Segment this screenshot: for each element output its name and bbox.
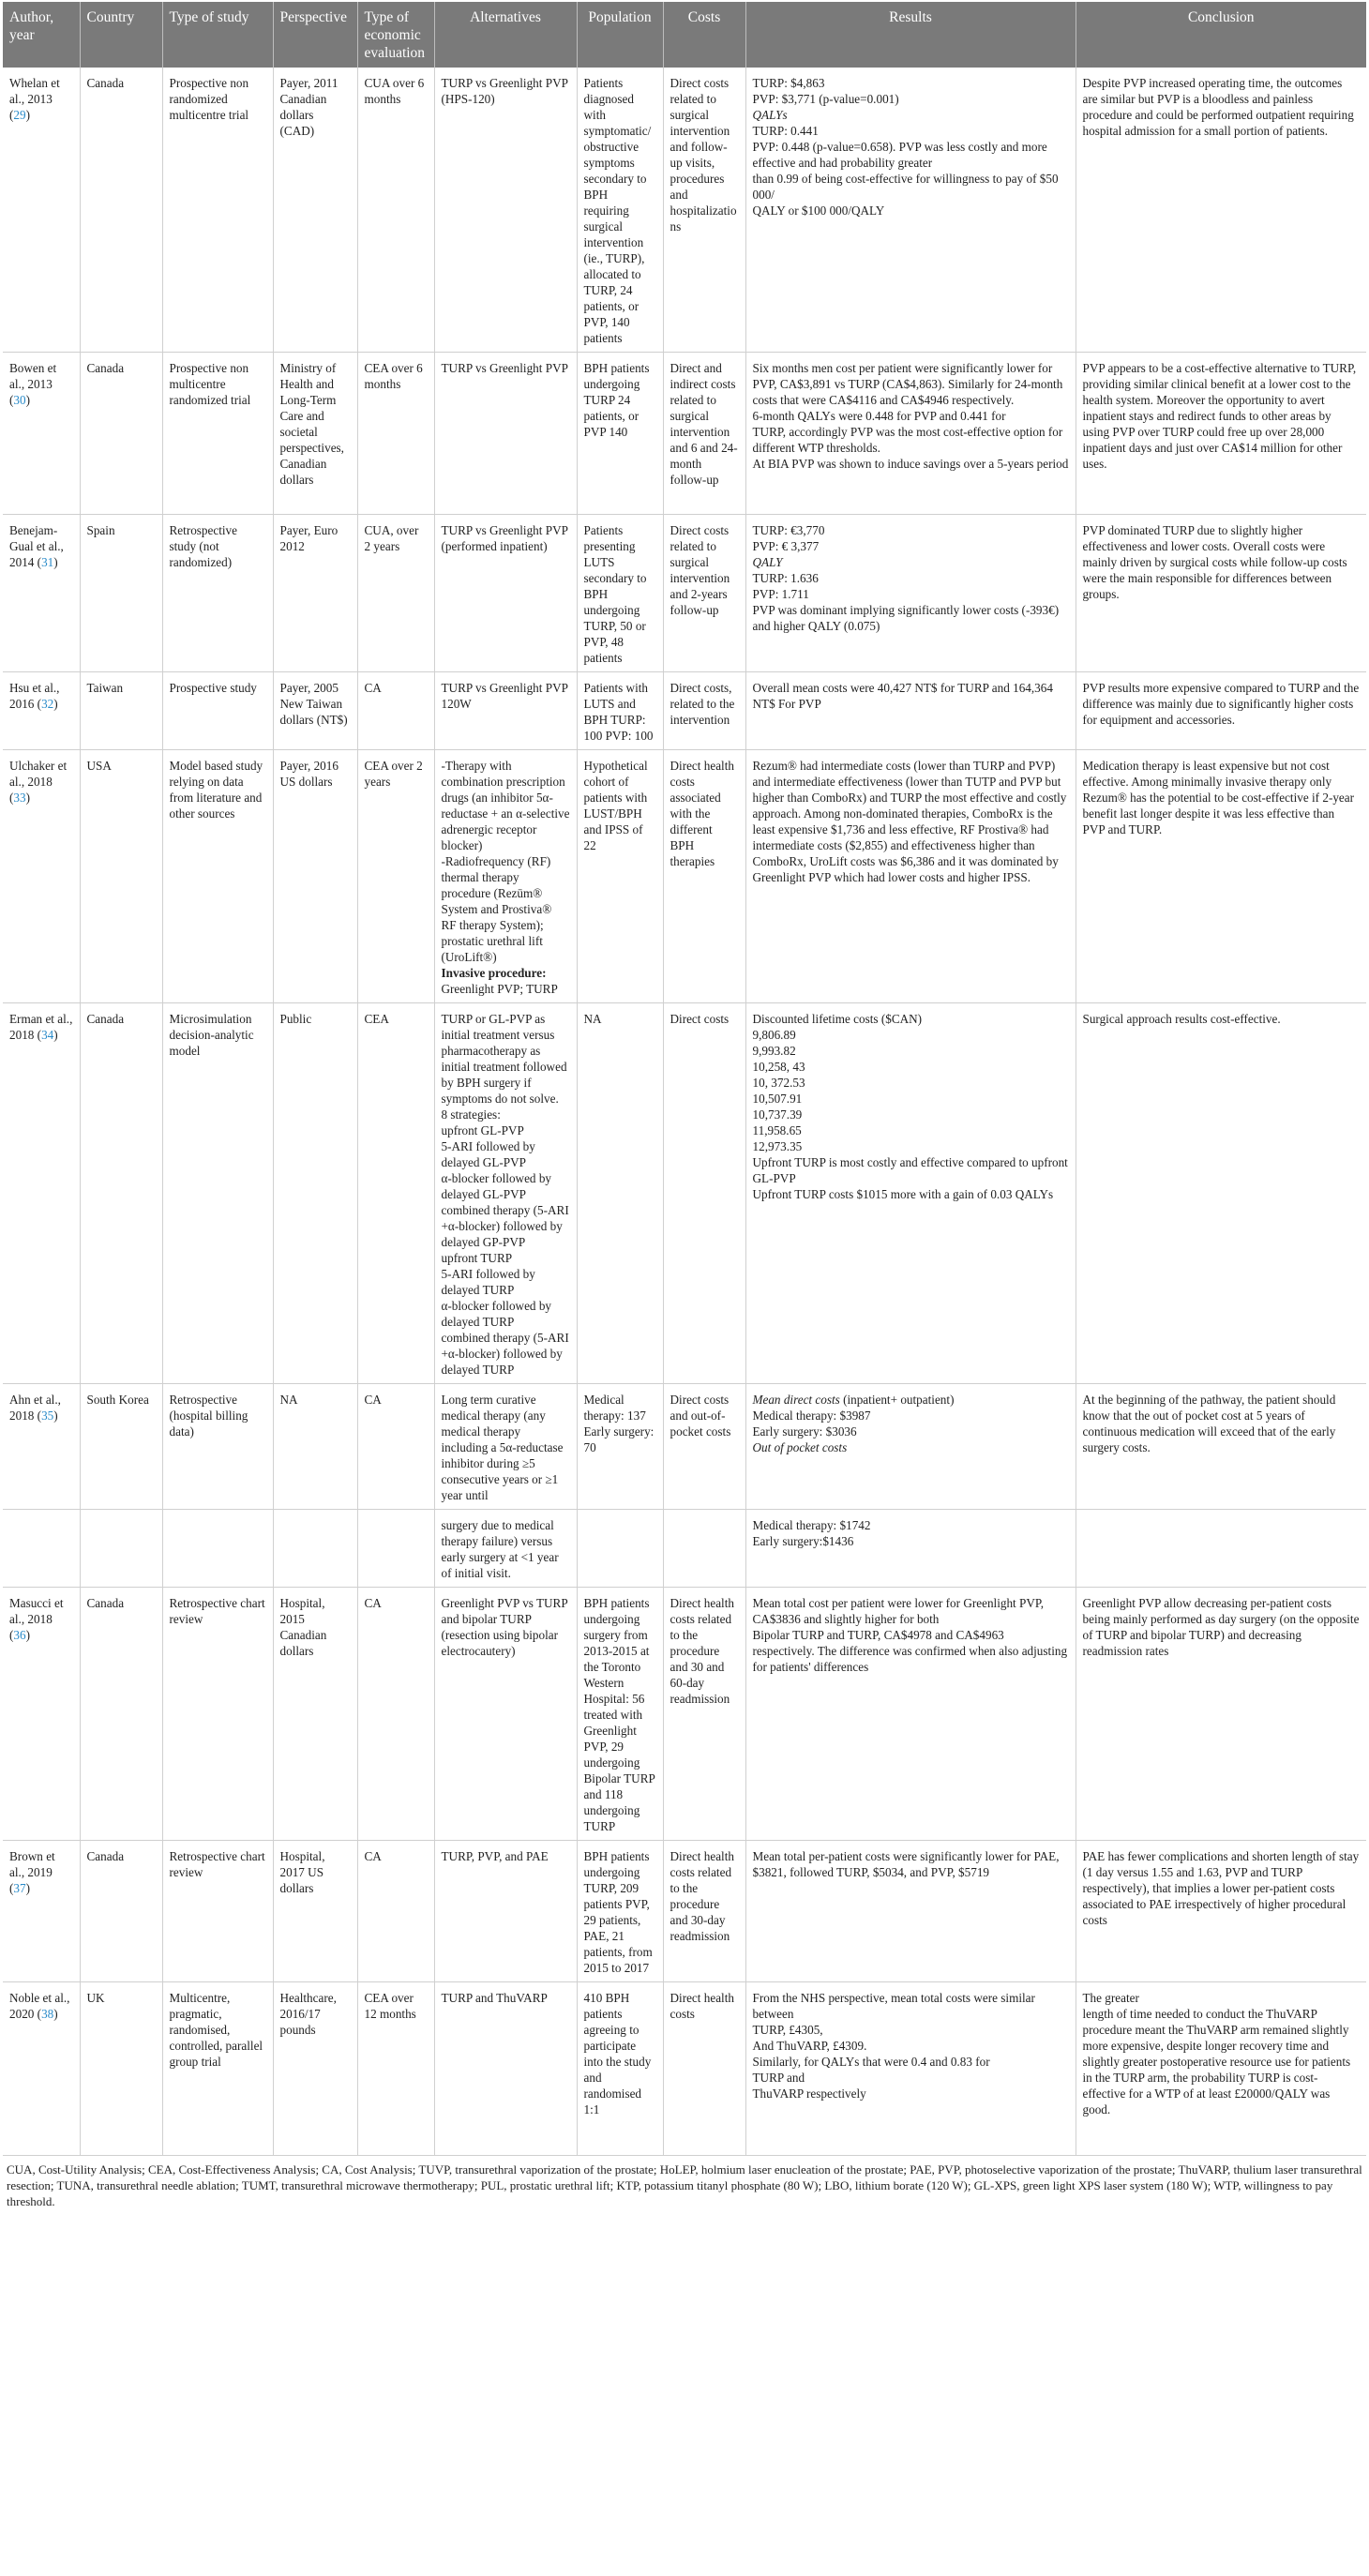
population-cell: NA bbox=[577, 1003, 663, 1384]
results-cell bbox=[745, 1003, 1076, 1384]
results-cell-line bbox=[753, 408, 1069, 424]
results-cell-line bbox=[753, 1027, 1069, 1043]
results-cell-text: From the NHS perspective, mean total costs were similar between bbox=[752, 1991, 1035, 2021]
population-cell: Patients diagnosed with symptomatic/ obstructive symptoms secondary to BPH requiring surgical intervention (ie., TURP), allocated to TURP, 24 patients, or PVP, 140 patients bbox=[577, 68, 663, 353]
results-cell-text: Medical therapy: $1742 bbox=[752, 1518, 871, 1532]
column-header-conclusion: Conclusion bbox=[1076, 2, 1366, 68]
results-cell-text: 6-month QALYs were 0.448 for PVP and 0.441 for bbox=[752, 409, 1006, 423]
alternatives-cell-line bbox=[442, 758, 570, 853]
results-cell-line bbox=[753, 75, 1069, 91]
results-cell-line bbox=[753, 2022, 1069, 2038]
perspective-cell: Ministry of Health and Long-Term Care and societal perspectives, Canadian dollars bbox=[273, 353, 357, 515]
perspective-cell: NA bbox=[273, 1384, 357, 1510]
alternatives-cell: TURP vs Greenlight PVP bbox=[434, 353, 577, 515]
alternatives-cell: Long term curative medical therapy (any medical therapy including a 5α-reductase inhibitor during ≥5 consecutive years or ≥1 year until bbox=[434, 1384, 577, 1510]
alternatives-cell-line bbox=[442, 1250, 570, 1266]
alternatives-cell-line bbox=[442, 1202, 570, 1250]
results-cell-text: Mean total cost per patient were lower for Greenlight PVP, CA$3836 and slightly higher for both bbox=[752, 1596, 1045, 1626]
results-cell-line bbox=[753, 758, 1069, 869]
conclusion-cell-line bbox=[1083, 1990, 1361, 2006]
citation-link[interactable]: 31 bbox=[41, 555, 54, 569]
results-cell-text: 11,958.65 bbox=[752, 1123, 802, 1137]
alternatives-cell-line bbox=[442, 1107, 570, 1122]
results-cell-line bbox=[753, 1138, 1069, 1154]
author-text-close: ) bbox=[25, 1628, 30, 1642]
results-cell-text: 10,258, 43 bbox=[752, 1060, 805, 1074]
results-cell-line bbox=[753, 203, 1069, 218]
results-cell-line bbox=[753, 869, 1069, 885]
country-cell: Taiwan bbox=[80, 672, 162, 750]
perspective-cell: Hospital, 2017 US dollars bbox=[273, 1841, 357, 1982]
results-cell-line bbox=[753, 1439, 1069, 1455]
alternatives-cell-line bbox=[442, 1170, 570, 1202]
results-cell-text: TURP: 1.636 bbox=[752, 571, 819, 585]
results-cell-text: TURP and bbox=[752, 2071, 805, 2085]
table-row bbox=[3, 1384, 1366, 1510]
costs-cell: Direct costs related to surgical intervention and 2-years follow-up bbox=[663, 515, 745, 672]
results-cell-line bbox=[753, 586, 1069, 602]
conclusion-cell: Greenlight PVP allow decreasing per-patient costs being mainly performed as day surgery (on the opposite of TURP and bipolar TURP) and decreasing readmission rates bbox=[1076, 1588, 1366, 1841]
study-type-cell: Retrospective study (not randomized) bbox=[162, 515, 273, 672]
author-text: Masucci et al., 2018 ( bbox=[9, 1596, 64, 1642]
alternatives-cell: TURP vs Greenlight PVP (HPS-120) bbox=[434, 68, 577, 353]
results-cell-text: 9,806.89 bbox=[752, 1028, 796, 1042]
perspective-cell: Payer, Euro 2012 bbox=[273, 515, 357, 672]
perspective-cell: Public bbox=[273, 1003, 357, 1384]
evaluation-cell: CEA over 6 months bbox=[357, 353, 434, 515]
author-cell bbox=[3, 515, 80, 672]
results-cell bbox=[745, 1384, 1076, 1510]
population-cell: BPH patients undergoing surgery from 2013-2015 at the Toronto Western Hospital: 56 treated with Greenlight PVP, 29 undergoing Bipolar TURP and 118 undergoing TURP bbox=[577, 1588, 663, 1841]
results-cell-text: Overall mean costs were 40,427 NT$ for TURP and 164,364 NT$ For PVP bbox=[752, 681, 1053, 711]
alternatives-cell-text: 5-ARI followed by delayed GL-PVP bbox=[441, 1139, 535, 1169]
results-cell-line bbox=[753, 456, 1069, 472]
conclusion-cell: PAE has fewer complications and shorten length of stay (1 day versus 1.55 and 1.63, PVP and TURP respectively), that implies a lower per-patient costs associated to PAE irrespectively of higher procedural costs bbox=[1076, 1841, 1366, 1982]
study-type-cell: Microsimulation decision-analytic model bbox=[162, 1003, 273, 1384]
table-row bbox=[3, 515, 1366, 672]
conclusion-cell: Despite PVP increased operating time, the outcomes are similar but PVP is a bloodless and painless procedure and could be performed outpatient requiring hospital admission for a small portion of patients. bbox=[1076, 68, 1366, 353]
results-cell-text: TURP: $4,863 bbox=[752, 76, 825, 90]
results-cell bbox=[745, 515, 1076, 672]
results-cell-text: Early surgery: $3036 bbox=[752, 1424, 857, 1439]
alternatives-cell-text: -Therapy with combination prescription drugs (an inhibitor 5α-reductase + an α-selective adrenergic receptor blocker) bbox=[441, 759, 570, 852]
alternatives-cell-text: upfront TURP bbox=[441, 1251, 513, 1265]
results-cell-text: Rezum® had intermediate costs (lower than TURP and PVP) and intermediate effectiveness (lower than TUTP and PVP but higher than ComboRx) and TURP the most effective and costly approach. Among non-dominated therapies, ComboRx is the least expensive $1,736 and less effective, RF Prostiva® had intermediate costs ($2,855) and effectiveness higher than ComboRx, UroLift costs was $6,386 and it was dominated by bbox=[752, 759, 1067, 868]
results-cell-text-tail: (inpatient+ outpatient) bbox=[839, 1393, 955, 1407]
evaluation-cell: CA bbox=[357, 672, 434, 750]
costs-cell: Direct health costs related to the procedure and 30 and 60-day readmission bbox=[663, 1588, 745, 1841]
table-header bbox=[3, 2, 1366, 68]
population-cell: BPH patients undergoing TURP, 209 patients PVP, 29 patients, PAE, 21 patients, from 2015 to 2017 bbox=[577, 1841, 663, 1982]
results-cell-text: 10,507.91 bbox=[752, 1092, 803, 1106]
country-cell: Spain bbox=[80, 515, 162, 672]
results-cell-line bbox=[753, 522, 1069, 538]
author-text-close: ) bbox=[53, 555, 58, 569]
author-text-close: ) bbox=[25, 791, 30, 805]
results-cell-line bbox=[753, 424, 1069, 456]
author-cell bbox=[3, 353, 80, 515]
perspective-cell: Hospital, 2015 Canadian dollars bbox=[273, 1588, 357, 1841]
results-cell bbox=[745, 1588, 1076, 1841]
author-cell bbox=[3, 672, 80, 750]
country-cell: Canada bbox=[80, 68, 162, 353]
conclusion-cell-text: length of time needed to conduct the ThuVARP procedure meant the ThuVARP arm remained slightly more expensive, despite longer recovery time and slightly greater postoperative resource use for patients in the TURP arm, the probability TURP is cost-effective for a WTP of at least £20000/QALY was good. bbox=[1082, 2007, 1351, 2117]
results-cell-line bbox=[753, 554, 1069, 570]
alternatives-cell-text: upfront GL-PVP bbox=[441, 1123, 524, 1137]
results-cell-text: Six months men cost per patient were significantly lower for PVP, CA$3,891 vs TURP (CA$4,863). Similarly for 24-month costs that were CA$4116 and CA$4946 respectively. bbox=[752, 361, 1063, 407]
author-cell bbox=[3, 1982, 80, 2156]
perspective-cell bbox=[273, 1510, 357, 1588]
results-cell-line bbox=[753, 680, 1069, 712]
results-cell-line bbox=[753, 360, 1069, 408]
evaluation-cell: CA bbox=[357, 1384, 434, 1510]
results-cell-line bbox=[753, 2070, 1069, 2086]
results-cell-text: PVP: 0.448 (p-value=0.658). PVP was less costly and more effective and had probability greater bbox=[752, 140, 1047, 170]
population-cell: 410 BPH patients agreeing to participate into the study and randomised 1:1 bbox=[577, 1982, 663, 2156]
author-cell bbox=[3, 1384, 80, 1510]
perspective-cell: Payer, 2005 New Taiwan dollars (NT$) bbox=[273, 672, 357, 750]
country-cell: USA bbox=[80, 750, 162, 1003]
results-cell-text: TURP, accordingly PVP was the most cost-effective option for different WTP thresholds. bbox=[752, 425, 1063, 455]
costs-cell: Direct costs bbox=[663, 1003, 745, 1384]
author-cell bbox=[3, 68, 80, 353]
alternatives-cell-text: 8 strategies: bbox=[441, 1107, 501, 1122]
conclusion-cell-text: The greater bbox=[1082, 1991, 1139, 2005]
author-text: Benejam-Gual et al., 2014 ( bbox=[9, 523, 64, 569]
results-cell-text: ThuVARP respectively bbox=[752, 2086, 866, 2101]
results-cell-line bbox=[753, 602, 1069, 634]
column-header-perspective: Perspective bbox=[273, 2, 357, 68]
results-cell-text: PVP: $3,771 (p-value=0.001) bbox=[752, 92, 899, 106]
table-row bbox=[3, 1003, 1366, 1384]
study-type-cell: Multicentre, pragmatic, randomised, controlled, parallel group trial bbox=[162, 1982, 273, 2156]
author-text-close: ) bbox=[25, 393, 30, 407]
table-row bbox=[3, 1588, 1366, 1841]
results-cell-text: Upfront TURP is most costly and effective compared to upfront GL-PVP bbox=[752, 1155, 1068, 1185]
study-type-cell: Prospective non multicentre randomized trial bbox=[162, 353, 273, 515]
table-row bbox=[3, 68, 1366, 353]
conclusion-cell-line bbox=[1083, 2006, 1361, 2117]
study-type-cell: Prospective study bbox=[162, 672, 273, 750]
table-row bbox=[3, 353, 1366, 515]
alternatives-cell-text: α-blocker followed by delayed GL-PVP bbox=[441, 1171, 552, 1201]
conclusion-cell: PVP results more expensive compared to TURP and the difference was mainly due to significantly higher costs for equipment and accessories. bbox=[1076, 672, 1366, 750]
author-cell bbox=[3, 1841, 80, 1982]
results-cell-line bbox=[753, 2086, 1069, 2101]
results-cell-text: Discounted lifetime costs ($CAN) bbox=[752, 1012, 923, 1026]
table-footnote: CUA, Cost-Utility Analysis; CEA, Cost-Effectiveness Analysis; CA, Cost Analysis; TUVP, transurethral vaporization of the prostate; HoLEP, holmium laser enucleation of the prostate; PAE, PVP, photoselective vaporization of the prostate; ThuVARP, thulium laser transurethral resection; TUNA, transurethral needle ablation; TUMT, transurethral microwave thermotherapy; PUL, prostatic urethral lift; KTP, potassium titanyl phosphate (80 W); LBO, lithium borate (120 W); GL-XPS, green light XPS laser system (180 W); WTP, willingness to pay threshold. bbox=[7, 2162, 1362, 2208]
results-cell-text: 10,737.39 bbox=[752, 1107, 803, 1122]
author-text-close: ) bbox=[53, 697, 58, 711]
cost-studies-table bbox=[3, 2, 1366, 2156]
conclusion-cell: PVP appears to be a cost-effective alternative to TURP, providing similar clinical benefit at a lower cost to the health system. Moreover the opportunity to avert inpatient stays and redirect funds to other areas by using PVP over TURP could free up over 28,000 inpatient days and just over CA$14 million for other uses. bbox=[1076, 353, 1366, 515]
results-cell-text: Early surgery:$1436 bbox=[752, 1534, 854, 1548]
evaluation-cell bbox=[357, 1510, 434, 1588]
results-cell-line bbox=[753, 1392, 1069, 1408]
citation-link[interactable]: 35 bbox=[41, 1409, 54, 1423]
author-text-close: ) bbox=[25, 1881, 30, 1895]
results-cell-text: QALY or $100 000/QALY bbox=[752, 203, 885, 218]
results-cell-line bbox=[753, 2054, 1069, 2070]
results-cell-line bbox=[753, 107, 1069, 123]
citation-link[interactable]: 30 bbox=[13, 393, 26, 407]
results-cell bbox=[745, 353, 1076, 515]
citation-link[interactable]: 38 bbox=[41, 2007, 54, 2021]
conclusion-cell: PVP dominated TURP due to slightly higher effectiveness and lower costs. Overall costs were mainly driven by surgical costs while follow-up costs were the main responsible for differences between groups. bbox=[1076, 515, 1366, 672]
results-cell-line bbox=[753, 139, 1069, 171]
alternatives-cell-text: 5-ARI followed by delayed TURP bbox=[441, 1267, 535, 1297]
citation-link[interactable]: 34 bbox=[41, 1028, 54, 1042]
perspective-cell: Payer, 2016 US dollars bbox=[273, 750, 357, 1003]
results-cell-text: Mean total per-patient costs were significantly lower for PAE, $3821, followed TURP, $5034, and PVP, $5719 bbox=[752, 1849, 1060, 1879]
study-type-cell: Retrospective chart review bbox=[162, 1588, 273, 1841]
results-cell-line bbox=[753, 91, 1069, 107]
author-cell bbox=[3, 1003, 80, 1384]
country-cell: Canada bbox=[80, 1588, 162, 1841]
citation-link[interactable]: 32 bbox=[41, 697, 54, 711]
costs-cell: Direct and indirect costs related to surgical intervention and 6 and 24-month follow-up bbox=[663, 353, 745, 515]
results-cell-text: At BIA PVP was shown to induce savings over a 5-years period bbox=[752, 457, 1069, 471]
population-cell: Patients with LUTS and BPH TURP: 100 PVP: 100 bbox=[577, 672, 663, 750]
citation-link[interactable]: 33 bbox=[13, 791, 26, 805]
costs-cell bbox=[663, 1510, 745, 1588]
column-header-study-type: Type of study bbox=[162, 2, 273, 68]
author-text: Noble et al., 2020 ( bbox=[9, 1991, 70, 2021]
alternatives-cell-text: combined therapy (5-ARI +α-blocker) followed by delayed GP-PVP bbox=[441, 1203, 569, 1249]
column-header-alternatives: Alternatives bbox=[434, 2, 577, 68]
country-cell bbox=[80, 1510, 162, 1588]
alternatives-cell-text: combined therapy (5-ARI +α-blocker) followed by delayed TURP bbox=[441, 1331, 569, 1377]
results-cell-text: PVP was dominant implying significantly lower costs (-393€) and higher QALY (0.075) bbox=[752, 603, 1060, 633]
evaluation-cell: CEA over 12 months bbox=[357, 1982, 434, 2156]
results-cell bbox=[745, 672, 1076, 750]
results-cell bbox=[745, 1510, 1076, 1588]
study-type-cell: Prospective non randomized multicentre trial bbox=[162, 68, 273, 353]
results-cell-line bbox=[753, 1595, 1069, 1627]
column-header-author: Author, year bbox=[3, 2, 80, 68]
results-cell bbox=[745, 1841, 1076, 1982]
population-cell: BPH patients undergoing TURP 24 patients, or PVP 140 bbox=[577, 353, 663, 515]
alternatives-cell-line bbox=[442, 965, 570, 981]
conclusion-cell: At the beginning of the pathway, the patient should know that the out of pocket cost at 5 years of continuous medication will exceed that of the early surgery costs. bbox=[1076, 1384, 1366, 1510]
results-cell-text: PVP: € 3,377 bbox=[752, 539, 820, 553]
results-cell bbox=[745, 750, 1076, 1003]
column-header-costs: Costs bbox=[663, 2, 745, 68]
results-cell-line bbox=[753, 1424, 1069, 1439]
results-cell-line bbox=[753, 1848, 1069, 1880]
results-cell-text: And ThuVARP, £4309. bbox=[752, 2039, 867, 2053]
alternatives-cell-text: Invasive procedure: bbox=[441, 966, 547, 980]
alternatives-cell-line bbox=[442, 1298, 570, 1330]
results-cell-line bbox=[753, 1990, 1069, 2022]
table-row bbox=[3, 1841, 1366, 1982]
country-cell: Canada bbox=[80, 1003, 162, 1384]
alternatives-cell-line bbox=[442, 853, 570, 965]
results-cell-line bbox=[753, 1186, 1069, 1202]
results-cell-text: Similarly, for QALYs that were 0.4 and 0.83 for bbox=[752, 2055, 990, 2069]
header-row bbox=[3, 2, 1366, 68]
results-cell-line bbox=[753, 123, 1069, 139]
results-cell-text: 10, 372.53 bbox=[752, 1076, 805, 1090]
results-cell-text: Mean direct costs bbox=[752, 1393, 840, 1407]
alternatives-cell-line bbox=[442, 981, 570, 997]
author-cell bbox=[3, 1510, 80, 1588]
results-cell-line bbox=[753, 1043, 1069, 1059]
population-cell: Patients presenting LUTS secondary to BPH undergoing TURP, 50 or PVP, 48 patients bbox=[577, 515, 663, 672]
results-cell-text: Greenlight PVP which had lower costs and higher IPSS. bbox=[752, 870, 1031, 884]
results-cell-line bbox=[753, 2038, 1069, 2054]
author-text-close: ) bbox=[25, 108, 30, 122]
author-text-close: ) bbox=[53, 1409, 58, 1423]
author-text: Ahn et al., 2018 ( bbox=[9, 1393, 61, 1423]
citation-link[interactable]: 37 bbox=[13, 1881, 26, 1895]
study-type-cell: Model based study relying on data from literature and other sources bbox=[162, 750, 273, 1003]
alternatives-cell: TURP and ThuVARP bbox=[434, 1982, 577, 2156]
alternatives-cell bbox=[434, 1003, 577, 1384]
alternatives-cell: surgery due to medical therapy failure) versus early surgery at <1 year of initial visit. bbox=[434, 1510, 577, 1588]
results-cell-line bbox=[753, 1075, 1069, 1091]
table-row bbox=[3, 750, 1366, 1003]
perspective-cell: Healthcare, 2016/17 pounds bbox=[273, 1982, 357, 2156]
population-cell: Hypothetical cohort of patients with LUST/BPH and IPSS of 22 bbox=[577, 750, 663, 1003]
results-cell-line bbox=[753, 1533, 1069, 1549]
evaluation-cell: CA bbox=[357, 1588, 434, 1841]
table-row bbox=[3, 1510, 1366, 1588]
study-type-cell: Retrospective chart review bbox=[162, 1841, 273, 1982]
results-cell-line bbox=[753, 1517, 1069, 1533]
table-row bbox=[3, 1982, 1366, 2156]
author-text: Hsu et al., 2016 ( bbox=[9, 681, 60, 711]
alternatives-cell-line bbox=[442, 1138, 570, 1170]
table-body bbox=[3, 68, 1366, 2156]
results-cell-text: than 0.99 of being cost-effective for willingness to pay of $50 000/ bbox=[752, 172, 1059, 202]
results-cell-line bbox=[753, 538, 1069, 554]
evaluation-cell: CEA bbox=[357, 1003, 434, 1384]
evaluation-cell: CA bbox=[357, 1841, 434, 1982]
alternatives-cell-text: -Radiofrequency (RF) thermal therapy procedure (Rezūm® System and Prostiva® RF therapy System); prostatic urethral lift (UroLift®) bbox=[441, 854, 552, 964]
results-cell-line bbox=[753, 1627, 1069, 1675]
perspective-cell: Payer, 2011 Canadian dollars (CAD) bbox=[273, 68, 357, 353]
results-cell-text: QALY bbox=[752, 555, 783, 569]
results-cell-line bbox=[753, 1091, 1069, 1107]
alternatives-cell: TURP, PVP, and PAE bbox=[434, 1841, 577, 1982]
evaluation-cell: CEA over 2 years bbox=[357, 750, 434, 1003]
costs-cell: Direct costs related to surgical intervention and follow-up visits, procedures and hospitalizations bbox=[663, 68, 745, 353]
column-header-country: Country bbox=[80, 2, 162, 68]
author-cell bbox=[3, 1588, 80, 1841]
evaluation-cell: CUA over 6 months bbox=[357, 68, 434, 353]
results-cell-text: TURP: €3,770 bbox=[752, 523, 825, 537]
results-cell-text: PVP: 1.711 bbox=[752, 587, 809, 601]
author-text: Ulchaker et al., 2018 ( bbox=[9, 759, 68, 805]
alternatives-cell: TURP vs Greenlight PVP 120W bbox=[434, 672, 577, 750]
alternatives-cell-line bbox=[442, 1011, 570, 1107]
costs-cell: Direct costs and out-of-pocket costs bbox=[663, 1384, 745, 1510]
study-type-cell: Retrospective (hospital billing data) bbox=[162, 1384, 273, 1510]
alternatives-cell-line bbox=[442, 1122, 570, 1138]
population-cell: Medical therapy: 137 Early surgery: 70 bbox=[577, 1384, 663, 1510]
results-cell-text: Out of pocket costs bbox=[752, 1440, 848, 1454]
author-text-close: ) bbox=[53, 1028, 58, 1042]
alternatives-cell-text: α-blocker followed by delayed TURP bbox=[441, 1299, 552, 1329]
alternatives-cell: Greenlight PVP vs TURP and bipolar TURP (resection using bipolar electrocautery) bbox=[434, 1588, 577, 1841]
results-cell-line bbox=[753, 1154, 1069, 1186]
costs-cell: Direct health costs associated with the different BPH therapies bbox=[663, 750, 745, 1003]
results-cell-line bbox=[753, 171, 1069, 203]
results-cell-text: QALYs bbox=[752, 108, 788, 122]
study-type-cell bbox=[162, 1510, 273, 1588]
column-header-population: Population bbox=[577, 2, 663, 68]
author-text: Erman et al., 2018 ( bbox=[9, 1012, 73, 1042]
results-cell-line bbox=[753, 1011, 1069, 1027]
population-cell bbox=[577, 1510, 663, 1588]
results-cell-text: 12,973.35 bbox=[752, 1139, 803, 1153]
citation-link[interactable]: 36 bbox=[13, 1628, 26, 1642]
results-cell-text: Bipolar TURP and TURP, CA$4978 and CA$4963 respectively. The difference was confirmed when also adjusting for patients' differences bbox=[752, 1628, 1068, 1674]
results-cell-line bbox=[753, 1122, 1069, 1138]
column-header-results: Results bbox=[745, 2, 1076, 68]
alternatives-cell-line bbox=[442, 1330, 570, 1378]
results-cell bbox=[745, 1982, 1076, 2156]
conclusion-cell bbox=[1076, 1510, 1366, 1588]
results-cell-line bbox=[753, 1408, 1069, 1424]
costs-cell: Direct health costs related to the procedure and 30-day readmission bbox=[663, 1841, 745, 1982]
results-cell-text: TURP: 0.441 bbox=[752, 124, 819, 138]
results-cell-line bbox=[753, 570, 1069, 586]
author-text: Whelan et al., 2013 ( bbox=[9, 76, 60, 122]
author-cell bbox=[3, 750, 80, 1003]
alternatives-cell-text: TURP or GL-PVP as initial treatment versus pharmacotherapy as initial treatment followed by BPH surgery if symptoms do not solve. bbox=[441, 1012, 567, 1106]
conclusion-cell: Medication therapy is least expensive but not cost effective. Among minimally invasive therapy only Rezum® has the potential to be cost-effective if 2-year benefit last longer despite it was less effective than PVP and TURP. bbox=[1076, 750, 1366, 1003]
alternatives-cell: TURP vs Greenlight PVP (performed inpatient) bbox=[434, 515, 577, 672]
country-cell: Canada bbox=[80, 1841, 162, 1982]
author-text-close: ) bbox=[53, 2007, 58, 2021]
costs-cell: Direct costs, related to the intervention bbox=[663, 672, 745, 750]
country-cell: South Korea bbox=[80, 1384, 162, 1510]
citation-link[interactable]: 29 bbox=[13, 108, 26, 122]
alternatives-cell-text: Greenlight PVP; TURP bbox=[441, 982, 558, 996]
results-cell-text: 9,993.82 bbox=[752, 1044, 796, 1058]
results-cell-line bbox=[753, 1059, 1069, 1075]
results-cell-text: Medical therapy: $3987 bbox=[752, 1409, 871, 1423]
author-text: Bowen et al., 2013 ( bbox=[9, 361, 57, 407]
costs-cell: Direct health costs bbox=[663, 1982, 745, 2156]
results-cell-line bbox=[753, 1107, 1069, 1122]
country-cell: UK bbox=[80, 1982, 162, 2156]
column-header-evaluation-type: Type of economic evaluation bbox=[357, 2, 434, 68]
country-cell: Canada bbox=[80, 353, 162, 515]
evaluation-cell: CUA, over 2 years bbox=[357, 515, 434, 672]
table-row bbox=[3, 672, 1366, 750]
results-cell bbox=[745, 68, 1076, 353]
alternatives-cell-line bbox=[442, 1266, 570, 1298]
alternatives-cell bbox=[434, 750, 577, 1003]
conclusion-cell: Surgical approach results cost-effective. bbox=[1076, 1003, 1366, 1384]
conclusion-cell bbox=[1076, 1982, 1366, 2156]
author-text: Brown et al., 2019 ( bbox=[9, 1849, 55, 1895]
results-cell-text: TURP, £4305, bbox=[752, 2023, 823, 2037]
results-cell-text: Upfront TURP costs $1015 more with a gain of 0.03 QALYs bbox=[752, 1187, 1054, 1201]
